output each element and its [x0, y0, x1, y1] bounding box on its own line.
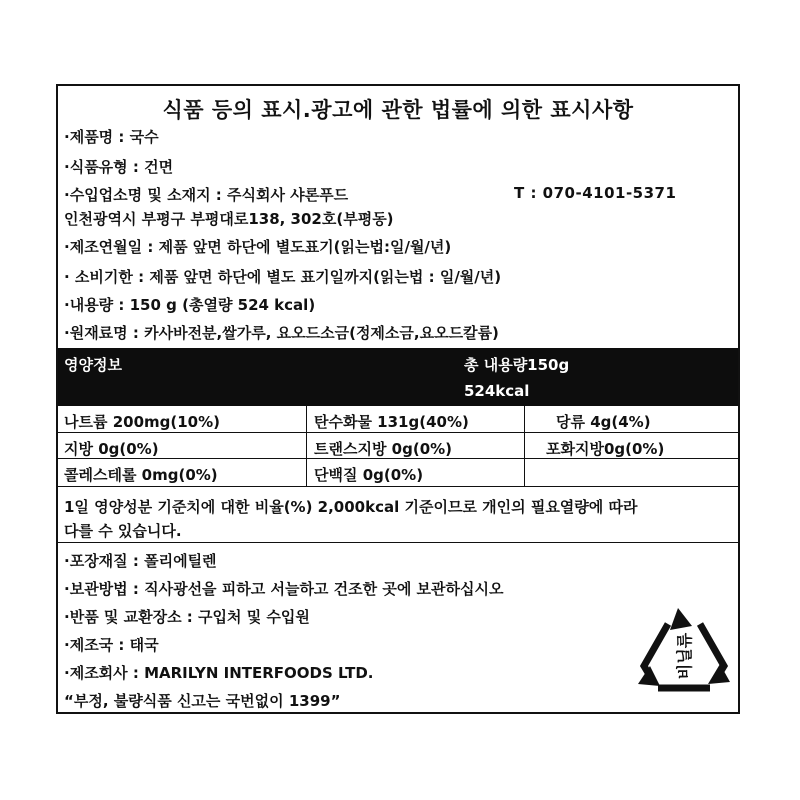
nutrient-carbohydrate: 탄수화물 131g(40%): [314, 413, 469, 431]
nutrient-protein: 단백질 0g(0%): [314, 466, 424, 484]
report-hotline: “부정, 불량식품 신고는 국번없이 1399”: [64, 692, 341, 710]
nutrition-kcal: 524kcal: [464, 382, 530, 400]
storage-method: ·보관방법 : 직사광선을 피하고 서늘하고 건조한 곳에 보관하십시오: [64, 580, 504, 598]
product-name: ·제품명 : 국수: [64, 128, 159, 146]
nutrition-note-line2: 다를 수 있습니다.: [64, 522, 182, 540]
nutrient-sugar: 당류 4g(4%): [556, 413, 651, 431]
nutrient-sodium: 나트륨 200mg(10%): [64, 413, 220, 431]
content-amount: ·내용량 : 150 g (총열량 524 kcal): [64, 296, 316, 314]
manufacturer: ·제조회사 : MARILYN INTERFOODS LTD.: [64, 664, 374, 682]
manufacture-date: ·제조연월일 : 제품 앞면 하단에 별도표기(읽는법:일/월/년): [64, 238, 452, 256]
packaging: ·포장재질 : 폴리에틸렌: [64, 552, 217, 570]
food-label: [56, 84, 740, 714]
label-title: 식품 등의 표시.광고에 관한 법률에 의한 표시사항: [162, 98, 634, 122]
ingredients: ·원재료명 : 카사바전분,쌀가루, 요오드소금(정제소금,요오드칼륨): [64, 324, 499, 342]
nutrient-fat: 지방 0g(0%): [64, 440, 159, 458]
nutrient-trans-fat: 트랜스지방 0g(0%): [314, 440, 453, 458]
grid-line: [58, 432, 738, 433]
grid-line: [58, 486, 738, 487]
nutrition-note-line1: 1일 영양성분 기준치에 대한 비율(%) 2,000kcal 기준이므로 개인의 필요열량에 따라: [64, 498, 638, 516]
expiry-date: · 소비기한 : 제품 앞면 하단에 별도 표기일까지(읽는법 : 일/월/년): [64, 268, 502, 286]
phone-number: T : 070-4101-5371: [514, 184, 677, 202]
country-of-origin: ·제조국 : 태국: [64, 636, 159, 654]
return-place: ·반품 및 교환장소 : 구입처 및 수입원: [64, 608, 310, 626]
nutrition-title: 영양정보: [64, 356, 122, 374]
section-divider: [58, 542, 738, 543]
food-type: ·식품유형 : 건면: [64, 158, 174, 176]
grid-line: [306, 406, 307, 486]
recycle-text: 비닐류: [675, 632, 694, 680]
address: 인천광역시 부평구 부평대로138, 302호(부평동): [64, 210, 394, 228]
nutrition-total: 총 내용량150g: [464, 356, 570, 374]
nutrient-saturated-fat: 포화지방0g(0%): [546, 440, 665, 458]
importer: ·수입업소명 및 소재지 : 주식회사 샤론푸드: [64, 186, 349, 204]
grid-line: [524, 406, 525, 486]
nutrient-cholesterol: 콜레스테롤 0mg(0%): [64, 466, 218, 484]
recycle-vinyl-icon: [634, 604, 734, 700]
nutrition-header: [58, 348, 738, 406]
